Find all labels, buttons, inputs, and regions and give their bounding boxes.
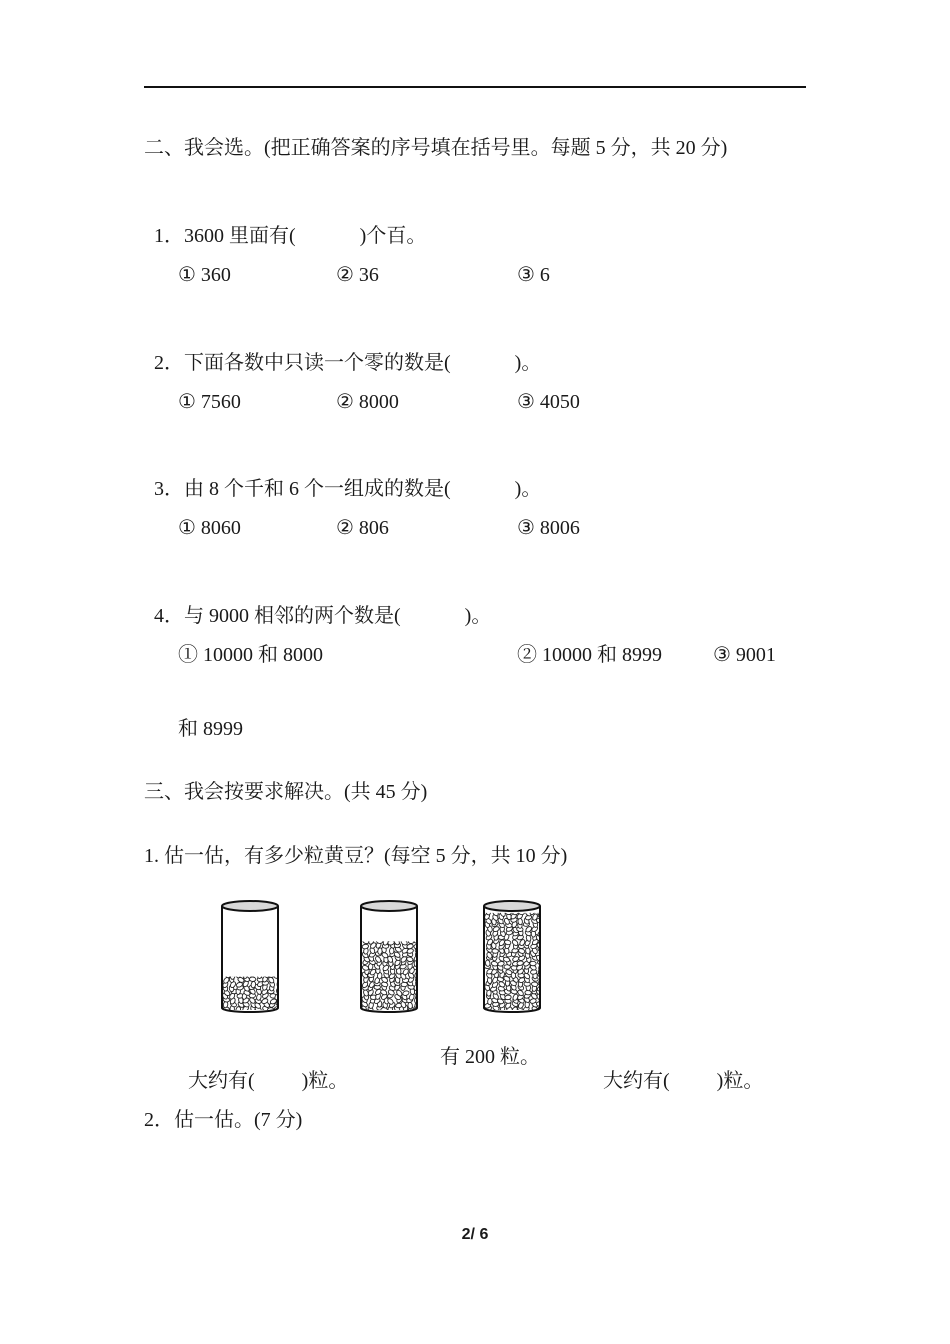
jar-1 bbox=[218, 896, 282, 1016]
beans bbox=[484, 908, 544, 1014]
caption-text-end: )粒。 bbox=[716, 1070, 764, 1092]
option-2: ② 806 bbox=[336, 517, 389, 539]
question-text-end: )。 bbox=[514, 478, 542, 500]
question-number: 4． bbox=[154, 605, 184, 627]
question-3 bbox=[144, 453, 541, 501]
question-number: 3． bbox=[154, 478, 184, 500]
option-1: ① 8060 bbox=[178, 517, 241, 539]
section-3-title: 三、我会按要求解决。(共 45 分) bbox=[144, 781, 428, 803]
question-number: 1． bbox=[154, 225, 184, 247]
question-text-end: )。 bbox=[464, 605, 492, 627]
option-2: ② 36 bbox=[336, 264, 379, 286]
option-3: ③ 6 bbox=[517, 264, 550, 286]
page-number: 2/ 6 bbox=[461, 1226, 489, 1243]
caption-text-end: )粒。 bbox=[301, 1070, 349, 1092]
option-2: ② 8000 bbox=[336, 391, 399, 413]
option-2: ② 10000 和 8999 bbox=[517, 644, 662, 666]
option-3-continued: 和 8999 bbox=[178, 718, 243, 740]
caption-jar-1 bbox=[178, 1045, 348, 1093]
caption-jar-3 bbox=[593, 1045, 763, 1093]
section-2-title: 二、我会选。(把正确答案的序号填在括号里。每题 5 分，共 20 分) bbox=[144, 137, 728, 159]
jar-2 bbox=[357, 896, 421, 1016]
option-3: ③ 8006 bbox=[517, 517, 580, 539]
option-1: ① 360 bbox=[178, 264, 231, 286]
question-3-2-title: 2．估一估。(7 分) bbox=[144, 1109, 303, 1131]
caption-text: 大约有( bbox=[603, 1070, 670, 1092]
question-3-1-title: 1. 估一估，有多少粒黄豆？(每空 5 分，共 10 分) bbox=[144, 845, 568, 867]
question-text: 由 8 个千和 6 个一组成的数是( bbox=[184, 478, 451, 500]
question-number: 2． bbox=[154, 352, 184, 374]
question-2 bbox=[144, 327, 541, 375]
question-text: 下面各数中只读一个零的数是( bbox=[184, 352, 451, 374]
header-rule bbox=[144, 86, 806, 88]
question-1 bbox=[144, 200, 426, 248]
option-3: ③ 4050 bbox=[517, 391, 580, 413]
question-text-end: )个百。 bbox=[359, 225, 427, 247]
option-3: ③ 9001 bbox=[713, 644, 776, 666]
question-text: 3600 里面有( bbox=[184, 225, 296, 247]
question-4 bbox=[144, 580, 491, 628]
question-text: 与 9000 相邻的两个数是( bbox=[184, 605, 401, 627]
caption-jar-2: 有 200 粒。 bbox=[440, 1046, 540, 1068]
caption-text: 大约有( bbox=[188, 1070, 255, 1092]
question-text-end: )。 bbox=[514, 352, 542, 374]
jar-3 bbox=[480, 896, 544, 1016]
beans bbox=[222, 971, 282, 1014]
beans bbox=[361, 937, 421, 1013]
option-1: ① 7560 bbox=[178, 391, 241, 413]
option-1: ① 10000 和 8000 bbox=[178, 644, 323, 666]
